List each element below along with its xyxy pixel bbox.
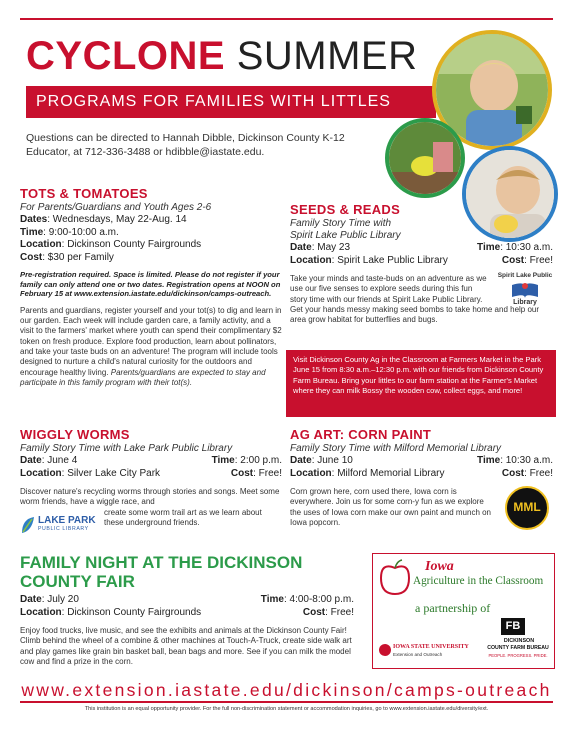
worms-description-1: Discover nature's recycling worms through stories and songs. Meet some worm friends, have a wiggle race, and bbox=[20, 487, 280, 507]
tots-cost bbox=[20, 252, 282, 265]
worms-cost-value: : Free! bbox=[253, 467, 282, 479]
seeds-date bbox=[290, 242, 350, 255]
fair-time-value: : 4:00-8:00 p.m. bbox=[283, 594, 354, 605]
fair-cost-label: Cost bbox=[302, 606, 326, 618]
fb-mark: FB bbox=[501, 618, 525, 635]
apple-icon bbox=[377, 558, 413, 598]
milford-library-logo bbox=[505, 486, 549, 530]
lake-park-logo-line-2: PUBLIC LIBRARY bbox=[38, 526, 89, 532]
spirit-lake-logo-top: Spirit Lake Public bbox=[497, 272, 553, 279]
worms-subtitle: Family Story Time with Lake Park Public Library bbox=[20, 443, 233, 454]
corn-time-value: : 10:30 a.m. bbox=[500, 455, 553, 466]
bottom-rule bbox=[20, 701, 553, 703]
isu-line-2: Extension and Outreach bbox=[393, 652, 443, 657]
tots-dates-value: : Wednesdays, May 22-Aug. 14 bbox=[47, 214, 187, 225]
corn-heading: AG ART: CORN PAINT bbox=[290, 427, 432, 442]
fb-line-3: PEOPLE. PROGRESS. PRIDE. bbox=[488, 653, 548, 658]
worms-location bbox=[20, 468, 160, 481]
worms-time-label: Time bbox=[211, 455, 235, 466]
fair-location-value: : Dickinson County Fairgrounds bbox=[61, 606, 202, 618]
fair-description: Enjoy food trucks, live music, and see the exhibits and animals at the Dickinson County Fair! Climb behind the wheel of a combine & other machines at Touch-A-Truck, create side walk art and play games like grain bin basket ball, bean bags and more. See if you can milk the model cow and find a prize in the corn. bbox=[20, 626, 352, 666]
corn-cost bbox=[502, 468, 553, 481]
seeds-time bbox=[477, 242, 553, 255]
seeds-description-2: Get your hands messy making seed bombs to take home and help our area grow habitat for butterflies and bugs. bbox=[290, 304, 540, 325]
top-rule bbox=[20, 18, 553, 20]
seeds-heading: SEEDS & READS bbox=[290, 202, 401, 217]
tots-subtitle: For Parents/Guardians and Youth Ages 2-6 bbox=[20, 202, 212, 213]
tots-description bbox=[20, 306, 282, 388]
logo-partnership: a partnership of bbox=[415, 601, 491, 615]
ag-in-classroom-logo bbox=[372, 553, 555, 669]
tots-section bbox=[20, 186, 282, 388]
fair-cost bbox=[303, 607, 354, 620]
corn-location-value: : Milford Memorial Library bbox=[331, 467, 445, 479]
tots-time-label: Time bbox=[20, 226, 44, 238]
worms-description-2: create some worm trail art as we learn about these underground friends. bbox=[104, 507, 262, 527]
seeds-cost-value: : Free! bbox=[524, 254, 553, 266]
lake-park-library-logo bbox=[20, 513, 102, 537]
seeds-subtitle-2: Spirit Lake Public Library bbox=[290, 230, 401, 241]
worms-location-cost bbox=[20, 468, 282, 481]
photo-watering bbox=[385, 118, 465, 198]
worms-time-value: : 2:00 p.m. bbox=[234, 455, 282, 466]
intro-text: Questions can be directed to Hannah Dibble, Dickinson County K-12 Educator, at 712-336-3488 or hdibble@iastate.edu. bbox=[26, 132, 345, 158]
worms-location-value: : Silver Lake City Park bbox=[61, 467, 161, 479]
lake-park-leaf-icon bbox=[20, 515, 36, 535]
seeds-location-value: : Spirit Lake Public Library bbox=[331, 254, 448, 266]
fair-date-time bbox=[20, 594, 354, 607]
fair-time-label: Time bbox=[260, 594, 284, 605]
seeds-date-value: : May 23 bbox=[311, 242, 351, 253]
tots-location-label: Location bbox=[20, 239, 62, 250]
worms-location-label: Location bbox=[20, 467, 62, 479]
fair-section bbox=[20, 553, 354, 667]
tots-description-italic: Parents/guardians are expected to stay and participate in this family program with their tot(s). bbox=[20, 367, 266, 387]
seeds-description-1: Take your minds and taste-buds on an adventure as we use our five senses to explore seeds during this fun story time with our friends at Spirit Lake Public Library. bbox=[290, 274, 487, 304]
tots-dates-label: Dates bbox=[20, 214, 48, 225]
fair-location-label: Location bbox=[20, 606, 62, 618]
corn-description: Corn grown here, corn used there, Iowa corn is everywhere. Join us for some corn-y fun as we explore the uses of Iowa corn make our own paint and munch on Iowa popcorn. bbox=[290, 487, 492, 527]
lake-park-logo-line-1: LAKE PARK bbox=[38, 515, 96, 526]
fair-time bbox=[261, 594, 354, 607]
seeds-location-label: Location bbox=[290, 254, 332, 266]
fb-line-1: DICKINSON bbox=[503, 638, 535, 644]
spirit-lake-library-logo bbox=[497, 272, 553, 318]
website-link[interactable]: www.extension.iastate.edu/dickinson/camps-outreach bbox=[21, 680, 552, 700]
seeds-date-time bbox=[290, 242, 553, 255]
corn-date-time bbox=[290, 455, 553, 468]
worms-date-time bbox=[20, 455, 282, 468]
seeds-location bbox=[290, 255, 448, 268]
page-title bbox=[26, 34, 417, 78]
tots-registration-notice: Pre-registration required. Space is limited. Please do not register if your family can only attend one or two dates. Registration opens at NOON on February 15 at www.extension.iastate.edu/dickinson/camps-outreach. bbox=[20, 270, 281, 299]
worms-cost-label: Cost bbox=[230, 467, 254, 479]
fair-date-value: : July 20 bbox=[41, 594, 79, 605]
tots-cost-label: Cost bbox=[20, 251, 43, 263]
seeds-cost-label: Cost bbox=[501, 254, 525, 266]
logo-iowa: Iowa bbox=[425, 559, 454, 574]
isu-seal-icon bbox=[379, 644, 391, 656]
tots-heading: TOTS & TOMATOES bbox=[20, 186, 148, 201]
title-summer: SUMMER bbox=[236, 34, 418, 78]
spirit-lake-logo-bottom: Library bbox=[513, 299, 537, 306]
milford-logo-text: MML bbox=[513, 500, 541, 514]
fair-heading-1: FAMILY NIGHT AT THE DICKINSON bbox=[20, 553, 303, 572]
fb-line-2: COUNTY FARM BUREAU bbox=[487, 645, 549, 651]
corn-time bbox=[477, 455, 553, 468]
corn-date-label: Date bbox=[290, 455, 312, 466]
fair-date bbox=[20, 594, 79, 607]
worms-heading: WIGGLY WORMS bbox=[20, 427, 130, 442]
corn-location-label: Location bbox=[290, 467, 332, 479]
worms-time bbox=[212, 455, 282, 468]
tots-cost-value: : $30 per Family bbox=[42, 251, 114, 263]
fair-date-label: Date bbox=[20, 594, 42, 605]
tots-dates bbox=[20, 214, 282, 227]
fair-cost-value: : Free! bbox=[325, 606, 354, 618]
seeds-time-value: : 10:30 a.m. bbox=[500, 242, 553, 253]
corn-time-label: Time bbox=[477, 455, 501, 466]
corn-cost-label: Cost bbox=[501, 467, 525, 479]
seeds-date-label: Date bbox=[290, 242, 312, 253]
tots-location-value: : Dickinson County Fairgrounds bbox=[61, 239, 202, 250]
book-icon bbox=[510, 281, 540, 299]
tots-time-value: : 9:00-10:00 a.m. bbox=[43, 226, 119, 238]
tots-time bbox=[20, 227, 282, 240]
fair-heading-2: COUNTY FAIR bbox=[20, 572, 135, 591]
corn-cost-value: : Free! bbox=[524, 467, 553, 479]
corn-location-cost bbox=[290, 468, 553, 481]
fair-location bbox=[20, 607, 201, 620]
seeds-subtitle-1: Family Story Time with bbox=[290, 218, 392, 229]
title-cyclone: CYCLONE bbox=[26, 34, 226, 78]
subtitle-banner: PROGRAMS FOR FAMILIES WITH LITTLES bbox=[26, 86, 436, 118]
fair-location-cost bbox=[20, 607, 354, 620]
seeds-cost bbox=[502, 255, 553, 268]
corn-location bbox=[290, 468, 444, 481]
seeds-location-cost bbox=[290, 255, 553, 268]
corn-subtitle: Family Story Time with Milford Memorial Library bbox=[290, 443, 502, 454]
worms-cost bbox=[231, 468, 282, 481]
tots-description-text: Parents and guardians, register yourself and your tot(s) to dig and learn in our garden. Each week will include garden care, a family activity, and a visit to the farmers' market where youth can spend their complimentary $2 token on fresh produce. Explore food production, learn about pollinators, and take your taste buds on an adventure! The program will include tools designed to nurture a child's natural curiosity for the outdoors and encourage healthy living. bbox=[20, 305, 282, 377]
corn-date bbox=[290, 455, 353, 468]
worms-date-value: : June 4 bbox=[41, 455, 78, 466]
seeds-time-label: Time bbox=[477, 242, 501, 253]
farmers-market-box: Visit Dickinson County Ag in the Classroom at Farmers Market in the Park June 15 from 8:30 a.m.–12:30 p.m. with our friends from Dickinson County Farm Bureau. Bring your littles to our farm station at the Farmer's Market where they can milk Bossy the wooden cow, collect eggs, and more! bbox=[286, 350, 556, 417]
disclaimer: This institution is an equal opportunity provider. For the full non-discrimination statement or accommodation inquiries, go to www.extension.iastate.edu/diversity/ext. bbox=[84, 706, 489, 712]
corn-date-value: : June 10 bbox=[311, 455, 353, 466]
logo-title: Agriculture in the Classroom bbox=[413, 575, 544, 587]
tots-location bbox=[20, 239, 282, 252]
worms-date-label: Date bbox=[20, 455, 42, 466]
isu-line-1: IOWA STATE UNIVERSITY bbox=[393, 644, 469, 650]
worms-date bbox=[20, 455, 77, 468]
